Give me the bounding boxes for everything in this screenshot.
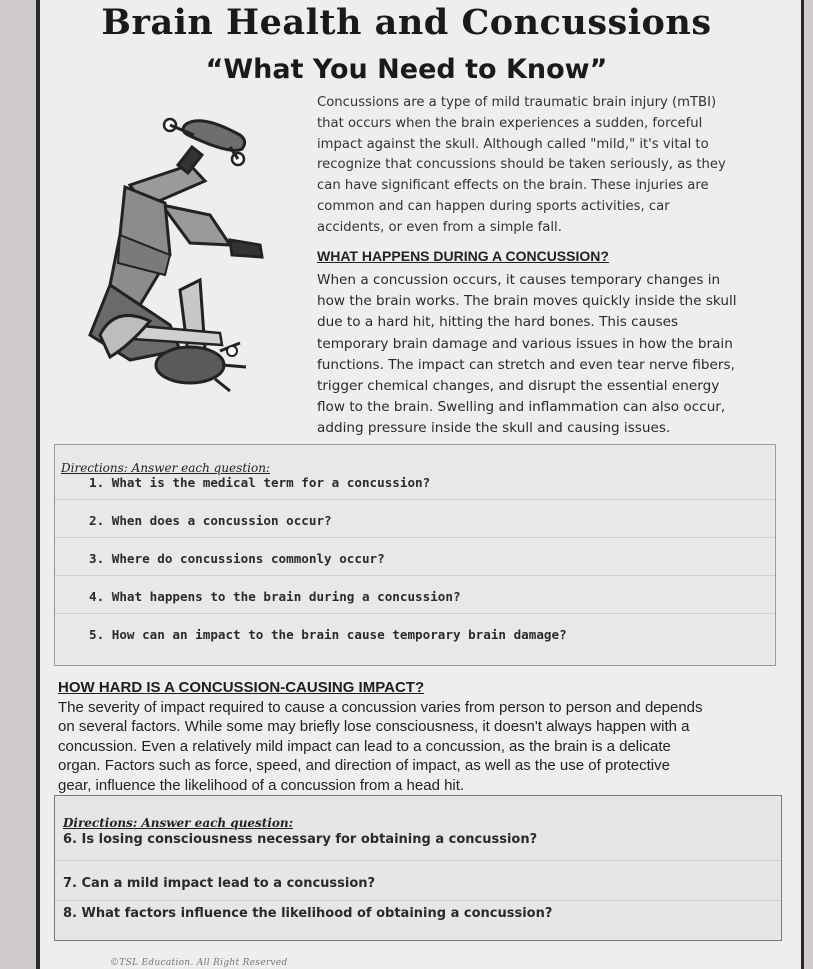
text-line: that occurs when the brain experiences a sudden, forceful	[317, 115, 703, 131]
answer-line[interactable]	[55, 860, 781, 861]
page-subtitle: “What You Need to Know”	[205, 54, 608, 85]
text-line: can have significant effects on the brain. These injuries are	[317, 178, 709, 194]
directions-label: Directions: Answer each question:	[61, 461, 270, 475]
text-line: functions. The impact can stretch and even tear nerve fibers,	[317, 356, 735, 373]
skateboarder-fall-illustration	[70, 95, 310, 395]
question-7: 7. Can a mild impact lead to a concussion?	[63, 876, 376, 891]
text-line: on several factors. While some may briefly lose consciousness, it doesn't always happen with a	[58, 718, 690, 736]
page-title: Brain Health and Concussions	[101, 2, 712, 43]
text-line: adding pressure inside the skull and causing issues.	[317, 420, 671, 437]
question-box-1	[54, 444, 776, 666]
skateboard-icon	[164, 119, 245, 165]
answer-line[interactable]	[55, 613, 775, 614]
text-line: gear, influence the likelihood of a concussion from a head hit.	[58, 776, 465, 794]
text-line: The severity of impact required to cause a concussion varies from person to person and depends	[58, 699, 703, 716]
question-2: 2. When does a concussion occur?	[89, 513, 332, 528]
text-line: When a concussion occurs, it causes temporary changes in	[317, 272, 721, 288]
text-line: Concussions are a type of mild traumatic brain injury (mTBI)	[317, 95, 717, 110]
directions-label: Directions: Answer each question:	[63, 816, 294, 830]
question-8: 8. What factors influence the likelihood of obtaining a concussion?	[63, 906, 553, 921]
text-line: due to a hard hit, hitting the hard bones. This causes	[317, 314, 679, 331]
section-heading-how-hard: HOW HARD IS A CONCUSSION-CAUSING IMPACT?	[58, 679, 425, 696]
text-line: how the brain works. The brain moves quickly inside the skull	[317, 293, 737, 310]
answer-line[interactable]	[55, 900, 781, 901]
answer-line[interactable]	[55, 499, 775, 500]
question-3: 3. Where do concussions commonly occur?	[89, 551, 385, 566]
copyright-notice: ©TSL Education. All Right Reserved	[110, 958, 288, 968]
text-line: temporary brain damage and various issues in how the brain	[317, 335, 733, 352]
question-5: 5. How can an impact to the brain cause temporary brain damage?	[89, 627, 567, 642]
how-hard-paragraph	[58, 698, 774, 795]
question-4: 4. What happens to the brain during a concussion?	[89, 589, 461, 604]
answer-line[interactable]	[55, 575, 775, 576]
text-line: organ. Factors such as force, speed, and direction of impact, as well as the use of protective	[58, 757, 670, 775]
what-happens-paragraph	[317, 270, 767, 440]
text-line: recognize that concussions should be taken seriously, as they	[317, 157, 726, 173]
question-1: 1. What is the medical term for a concussion?	[89, 475, 431, 490]
text-line: flow to the brain. Swelling and inflammation can also occur,	[317, 399, 726, 416]
text-line: accidents, or even from a simple fall.	[317, 219, 562, 235]
answer-line[interactable]	[55, 537, 775, 538]
text-line: impact against the skull. Although called "mild," it's vital to	[317, 136, 709, 152]
text-line: trigger chemical changes, and disrupt the essential energy	[317, 378, 720, 395]
question-box-2	[54, 795, 782, 941]
intro-paragraph	[317, 93, 767, 239]
text-line: concussion. Even a relatively mild impact can lead to a concussion, as the brain is a delicate	[58, 737, 671, 755]
section-heading-what-happens: WHAT HAPPENS DURING A CONCUSSION?	[317, 248, 609, 264]
question-6: 6. Is losing consciousness necessary for obtaining a concussion?	[63, 832, 538, 847]
text-line: common and can happen during sports activities, car	[317, 198, 670, 214]
